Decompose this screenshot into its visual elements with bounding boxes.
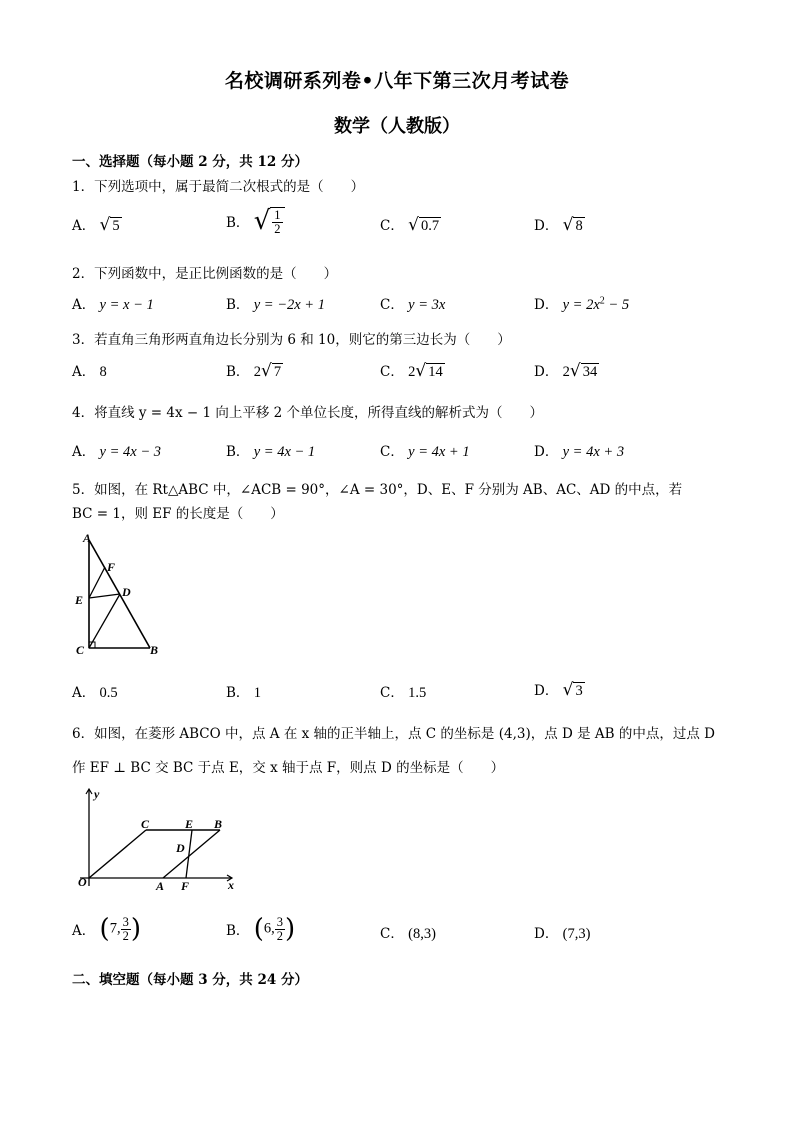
q5-stem-line1: 5．如图，在 Rt△ABC 中，∠ACB = 90°，∠A = 30°，D、E、F 分别为 AB、AC、AD 的中点，若 (72, 482, 683, 498)
q5-option-b[interactable]: B． 1 (226, 685, 261, 701)
label-D: D (122, 585, 131, 599)
q6-rhombus-diagram (72, 786, 242, 892)
sqrt-sign: √ (562, 215, 574, 235)
q1-option-d[interactable]: D． √ 8 (534, 215, 583, 235)
sqrt-sign: √ (99, 215, 111, 235)
q4-stem: 4．将直线 y = 4x − 1 向上平移 2 个单位长度，所得直线的解析式为（ ） (72, 405, 544, 421)
q3-option-a[interactable]: A． 8 (72, 364, 107, 380)
q3-option-c[interactable]: C． 2√ 14 (380, 361, 443, 381)
label-A: A (156, 879, 165, 892)
q1-option-a[interactable]: A． √ 5 (72, 215, 120, 235)
q5-triangle-diagram (70, 528, 170, 660)
q2-option-d[interactable]: D． $y = 2x^2 - 5$ (534, 295, 630, 313)
label-B: B (150, 643, 159, 657)
label-A: A (83, 531, 92, 545)
label-y: y (94, 787, 100, 801)
q5-option-a[interactable]: A． 0.5 (72, 685, 118, 701)
label-D: D (176, 841, 185, 855)
q4-option-a[interactable]: A． y = 4x − 3 (72, 444, 161, 460)
sqrt-sign: √ (562, 680, 574, 700)
section-1-heading: 一、选择题（每小题 2 分，共 12 分） (72, 154, 308, 170)
q6-figure (72, 786, 242, 896)
sqrt-sign: √ (260, 361, 272, 381)
q2-stem: 2．下列函数中，是正比例函数的是（ ） (72, 266, 338, 282)
label-B: B (214, 817, 223, 831)
q3-option-b[interactable]: B． 2√ 7 (226, 361, 282, 381)
q2-option-a[interactable]: A． y = x − 1 (72, 297, 154, 313)
q3-option-d[interactable]: D． 2√ 34 (534, 361, 598, 381)
label-E: E (75, 593, 84, 607)
q6-stem-line2: 作 EF ⊥ BC 交 BC 于点 E，交 x 轴于点 F，则点 D 的坐标是（ ） (72, 760, 505, 776)
q5-option-d[interactable]: D． √ 3 (534, 680, 583, 700)
sqrt-sign: √ (415, 361, 427, 381)
q4-option-d[interactable]: D． y = 4x + 3 (534, 444, 625, 460)
label-x: x (228, 878, 234, 892)
q6-option-a[interactable]: A． (7, $\frac{3}{2}$ ) (72, 914, 141, 944)
q6-option-d[interactable]: D． (7,3) (534, 926, 591, 942)
label-C: C (141, 817, 150, 831)
q2-option-c[interactable]: C． y = 3x (380, 297, 446, 313)
label-C: C (76, 643, 85, 657)
q1-option-c[interactable]: C． √ 0.7 (380, 215, 440, 235)
q1-option-b[interactable]: B． √ $\frac{1}{2}$ (226, 206, 285, 236)
q1-stem: 1．下列选项中，属于最简二次根式的是（ ） (72, 179, 365, 195)
exam-subtitle: 数学（人教版） (334, 116, 460, 137)
label-F: F (181, 879, 190, 892)
q5-option-c[interactable]: C． 1.5 (380, 685, 427, 701)
exam-title: 名校调研系列卷•八年下第三次月考试卷 (224, 70, 570, 92)
q5-stem-line2: BC = 1，则 EF 的长度是（ ） (72, 506, 284, 522)
q4-option-b[interactable]: B． y = 4x − 1 (226, 444, 316, 460)
label-O: O (78, 875, 87, 889)
sqrt-sign: √ (408, 215, 419, 235)
q6-stem-line1: 6．如图，在菱形 ABCO 中，点 A 在 x 轴的正半轴上，点 C 的坐标是 (4,3)，点 D 是 AB 的中点，过点 D (72, 726, 715, 742)
section-2-heading: 二、填空题（每小题 3 分，共 24 分） (72, 972, 308, 988)
label-E: E (185, 817, 194, 831)
label-F: F (107, 560, 116, 574)
q3-stem: 3．若直角三角形两直角边长分别为 6 和 10，则它的第三边长为（ ） (72, 332, 511, 348)
q6-option-b[interactable]: B． (6, $\frac{3}{2}$ ) (226, 914, 296, 944)
sqrt-sign: √ (253, 206, 271, 236)
q6-option-c[interactable]: C． (8,3) (380, 926, 436, 942)
q4-option-c[interactable]: C． y = 4x + 1 (380, 444, 470, 460)
q2-option-b[interactable]: B． y = −2x + 1 (226, 297, 325, 313)
sqrt-sign: √ (569, 361, 581, 381)
q5-figure (70, 528, 170, 664)
